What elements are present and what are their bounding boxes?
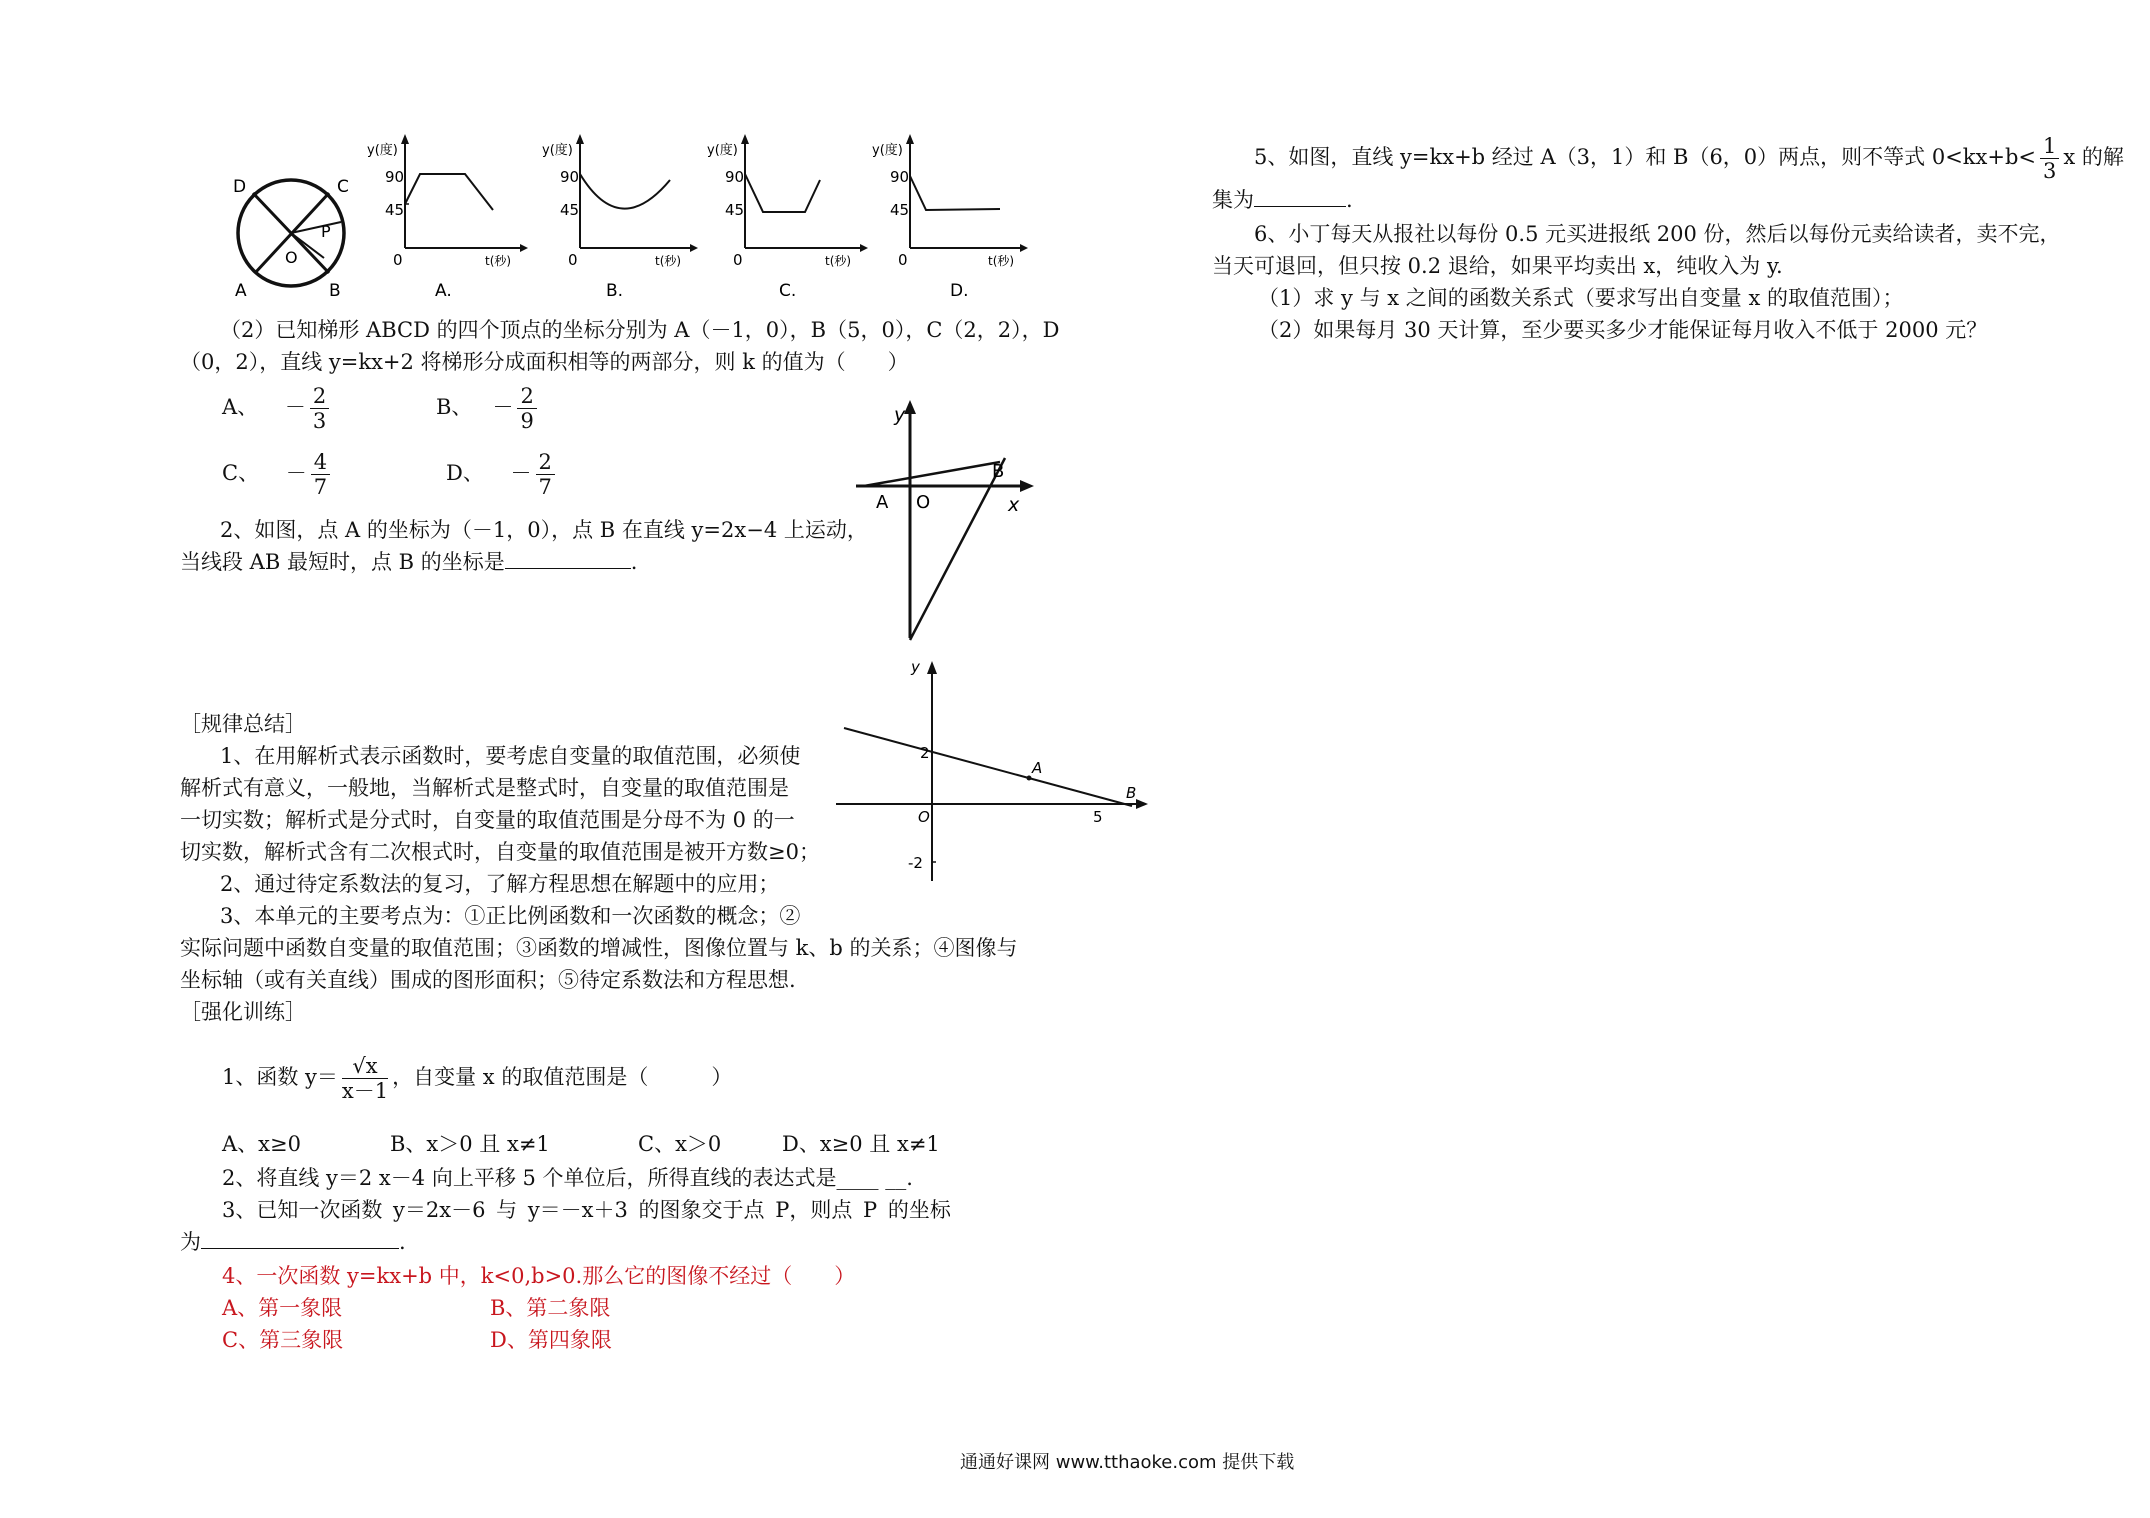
fig1-y-label: y — [894, 404, 906, 426]
circle-figure — [233, 177, 349, 301]
graph-c-option: C. — [779, 281, 797, 301]
circle-label-d: D — [233, 177, 247, 197]
figure-line-through-a-b — [836, 656, 1158, 884]
right-q6-line1: 6、小丁每天从报社以每份 0.5 元买进报纸 200 份，然后以每份元卖给读者，卖不完， — [1254, 222, 2061, 246]
right-q6-sub1: （1）求 y 与 x 之间的函数关系式（要求写出自变量 x 的取值范围）； — [1258, 286, 1904, 310]
training-heading: ［强化训练］ — [180, 1000, 306, 1024]
graph-c-origin: 0 — [733, 251, 743, 269]
graph-d-ylabel: y(度) — [872, 143, 903, 158]
graph-d-tick45: 45 — [890, 201, 910, 219]
right-q5-line2: 集为 . — [1212, 188, 1353, 212]
graph-b-tick90: 90 — [560, 168, 580, 186]
fig2-tick-5: 5 — [1093, 808, 1103, 826]
graph-a-xlabel: t(秒) — [485, 254, 512, 268]
graph-a-ylabel: y(度) — [367, 143, 398, 158]
graph-a-origin: 0 — [393, 251, 403, 269]
right-q6-line2: 当天可退回，但只按 0.2 退给，如果平均卖出 x，纯收入为 y. — [1212, 254, 1783, 278]
right-q6-sub2: （2）如果每月 30 天计算，至少要买多少才能保证每月收入不低于 2000 元？ — [1258, 318, 1988, 342]
summary-heading: ［规律总结］ — [180, 712, 306, 736]
graphs-row-figure — [225, 130, 1030, 305]
summary-line-2: 解析式有意义，一般地，当解析式是整式时，自变量的取值范围是 — [180, 776, 789, 800]
circle-label-a: A — [235, 281, 247, 301]
fig1-a-label: A — [876, 492, 889, 513]
graph-b-tick45: 45 — [560, 201, 580, 219]
training-q3-line2: 为 . — [180, 1230, 406, 1254]
training-q1-option-b: B、x＞0 且 x≠1 — [390, 1132, 550, 1156]
graph-b-ylabel: y(度) — [542, 143, 573, 158]
summary-line-5: 2、通过待定系数法的复习，了解方程思想在解题中的应用； — [220, 872, 780, 896]
summary-line-3: 一切实数；解析式是分式时，自变量的取值范围是分母不为 0 的一 — [180, 808, 795, 832]
graph-b-origin: 0 — [568, 251, 578, 269]
training-q4: 4、一次函数 y=kx+b 中，k<0,b>0.那么它的图像不经过（ ） — [222, 1264, 856, 1288]
training-q1-option-d: D、x≥0 且 x≠1 — [782, 1132, 940, 1156]
fig2-b-label: B — [1126, 784, 1137, 802]
summary-line-6: 3、本单元的主要考点为：①正比例函数和一次函数的概念；② — [220, 904, 801, 928]
figure-ab-line — [850, 398, 1045, 648]
q-trap-option-d: D、 － $\frac{2}{7}$ — [446, 450, 559, 499]
circle-label-p: P — [321, 222, 331, 241]
graph-d-tick90: 90 — [890, 168, 910, 186]
graph-b — [542, 134, 698, 301]
summary-line-8: 坐标轴（或有关直线）围成的图形面积；⑤待定系数法和方程思想. — [180, 968, 796, 992]
training-q3-answer-blank — [201, 1228, 399, 1249]
graph-c-xlabel: t(秒) — [825, 254, 852, 268]
q-trap-option-c: C、 － $\frac{4}{7}$ — [222, 450, 334, 499]
graph-c — [707, 134, 868, 301]
graph-a-option: A. — [435, 281, 452, 301]
graph-d-origin: 0 — [898, 251, 908, 269]
circle-label-c: C — [337, 177, 349, 197]
fig2-o-label: O — [918, 808, 930, 826]
summary-line-1: 1、在用解析式表示函数时，要考虑自变量的取值范围，必须使 — [220, 744, 801, 768]
graph-d — [872, 134, 1028, 301]
graph-a — [367, 134, 528, 301]
q2-answer-blank — [505, 548, 631, 569]
graph-d-option: D. — [950, 281, 969, 301]
summary-line-7: 实际问题中函数自变量的取值范围；③函数的增减性，图像位置与 k、b 的关系；④图像与 — [180, 936, 1018, 960]
q-trap-line2: （0，2），直线 y=kx+2 将梯形分成面积相等的两部分，则 k 的值为（ ） — [180, 350, 909, 374]
fig2-a-label: A — [1032, 759, 1043, 777]
fig2-tick-2: 2 — [920, 744, 930, 762]
circle-label-b: B — [329, 281, 341, 301]
right-q5-answer-blank — [1254, 186, 1346, 207]
graph-a-tick45: 45 — [385, 201, 405, 219]
fig2-y-label: y — [911, 658, 920, 676]
training-q1: 1、函数 y＝ $\frac{√x}{x-1}$ ，自变量 x 的取值范围是（ ） — [222, 1054, 733, 1103]
q2-line1: 2、如图，点 A 的坐标为（－1，0），点 B 在直线 y=2x−4 上运动， — [220, 518, 868, 542]
training-q1-option-a: A、x≥0 — [222, 1132, 301, 1156]
training-q4-option-a: A、第一象限 — [222, 1296, 343, 1320]
q-trap-line1: （2）已知梯形 ABCD 的四个顶点的坐标分别为 A（－1，0），B（5，0），C（2，2），D — [220, 318, 1060, 342]
graph-a-tick90: 90 — [385, 168, 405, 186]
training-q4-option-d: D、第四象限 — [490, 1328, 612, 1352]
graph-c-ylabel: y(度) — [707, 143, 738, 158]
fig1-x-label: x — [1008, 494, 1020, 516]
training-q4-option-c: C、第三象限 — [222, 1328, 344, 1352]
fig1-b-label: B — [992, 461, 1005, 482]
graph-b-xlabel: t(秒) — [655, 254, 682, 268]
fig1-o-label: O — [916, 492, 931, 513]
graph-c-tick90: 90 — [725, 168, 745, 186]
graph-d-xlabel: t(秒) — [988, 254, 1015, 268]
q2-line2: 当线段 AB 最短时，点 B 的坐标是 . — [180, 550, 638, 574]
summary-line-4: 切实数，解析式含有二次根式时，自变量的取值范围是被开方数≥0； — [180, 840, 820, 864]
footer-credit: 通通好课网 www.tthaoke.com 提供下载 — [960, 1452, 1295, 1473]
fig2-tick-neg2: -2 — [908, 854, 923, 872]
training-q4-option-b: B、第二象限 — [490, 1296, 611, 1320]
training-q1-option-c: C、x＞0 — [638, 1132, 722, 1156]
graph-c-tick45: 45 — [725, 201, 745, 219]
training-q3-line1: 3、已知一次函数 y＝2x－6 与 y＝－x＋3 的图象交于点 P，则点 P 的坐标 — [222, 1198, 951, 1222]
right-q5-line1: 5、如图，直线 y=kx+b 经过 A（3，1）和 B（6，0）两点，则不等式 0<kx+b< $\frac{1}{3}$ x 的解 — [1254, 134, 2124, 183]
training-q2: 2、将直线 y＝2 x－4 向上平移 5 个单位后，所得直线的表达式是____ __. — [222, 1166, 913, 1190]
q-trap-option-b: B、 － $\frac{2}{9}$ — [436, 384, 541, 433]
q-trap-option-a: A、 － $\frac{2}{3}$ — [222, 384, 333, 433]
graph-b-option: B. — [606, 281, 624, 301]
circle-label-o: O — [285, 248, 298, 267]
